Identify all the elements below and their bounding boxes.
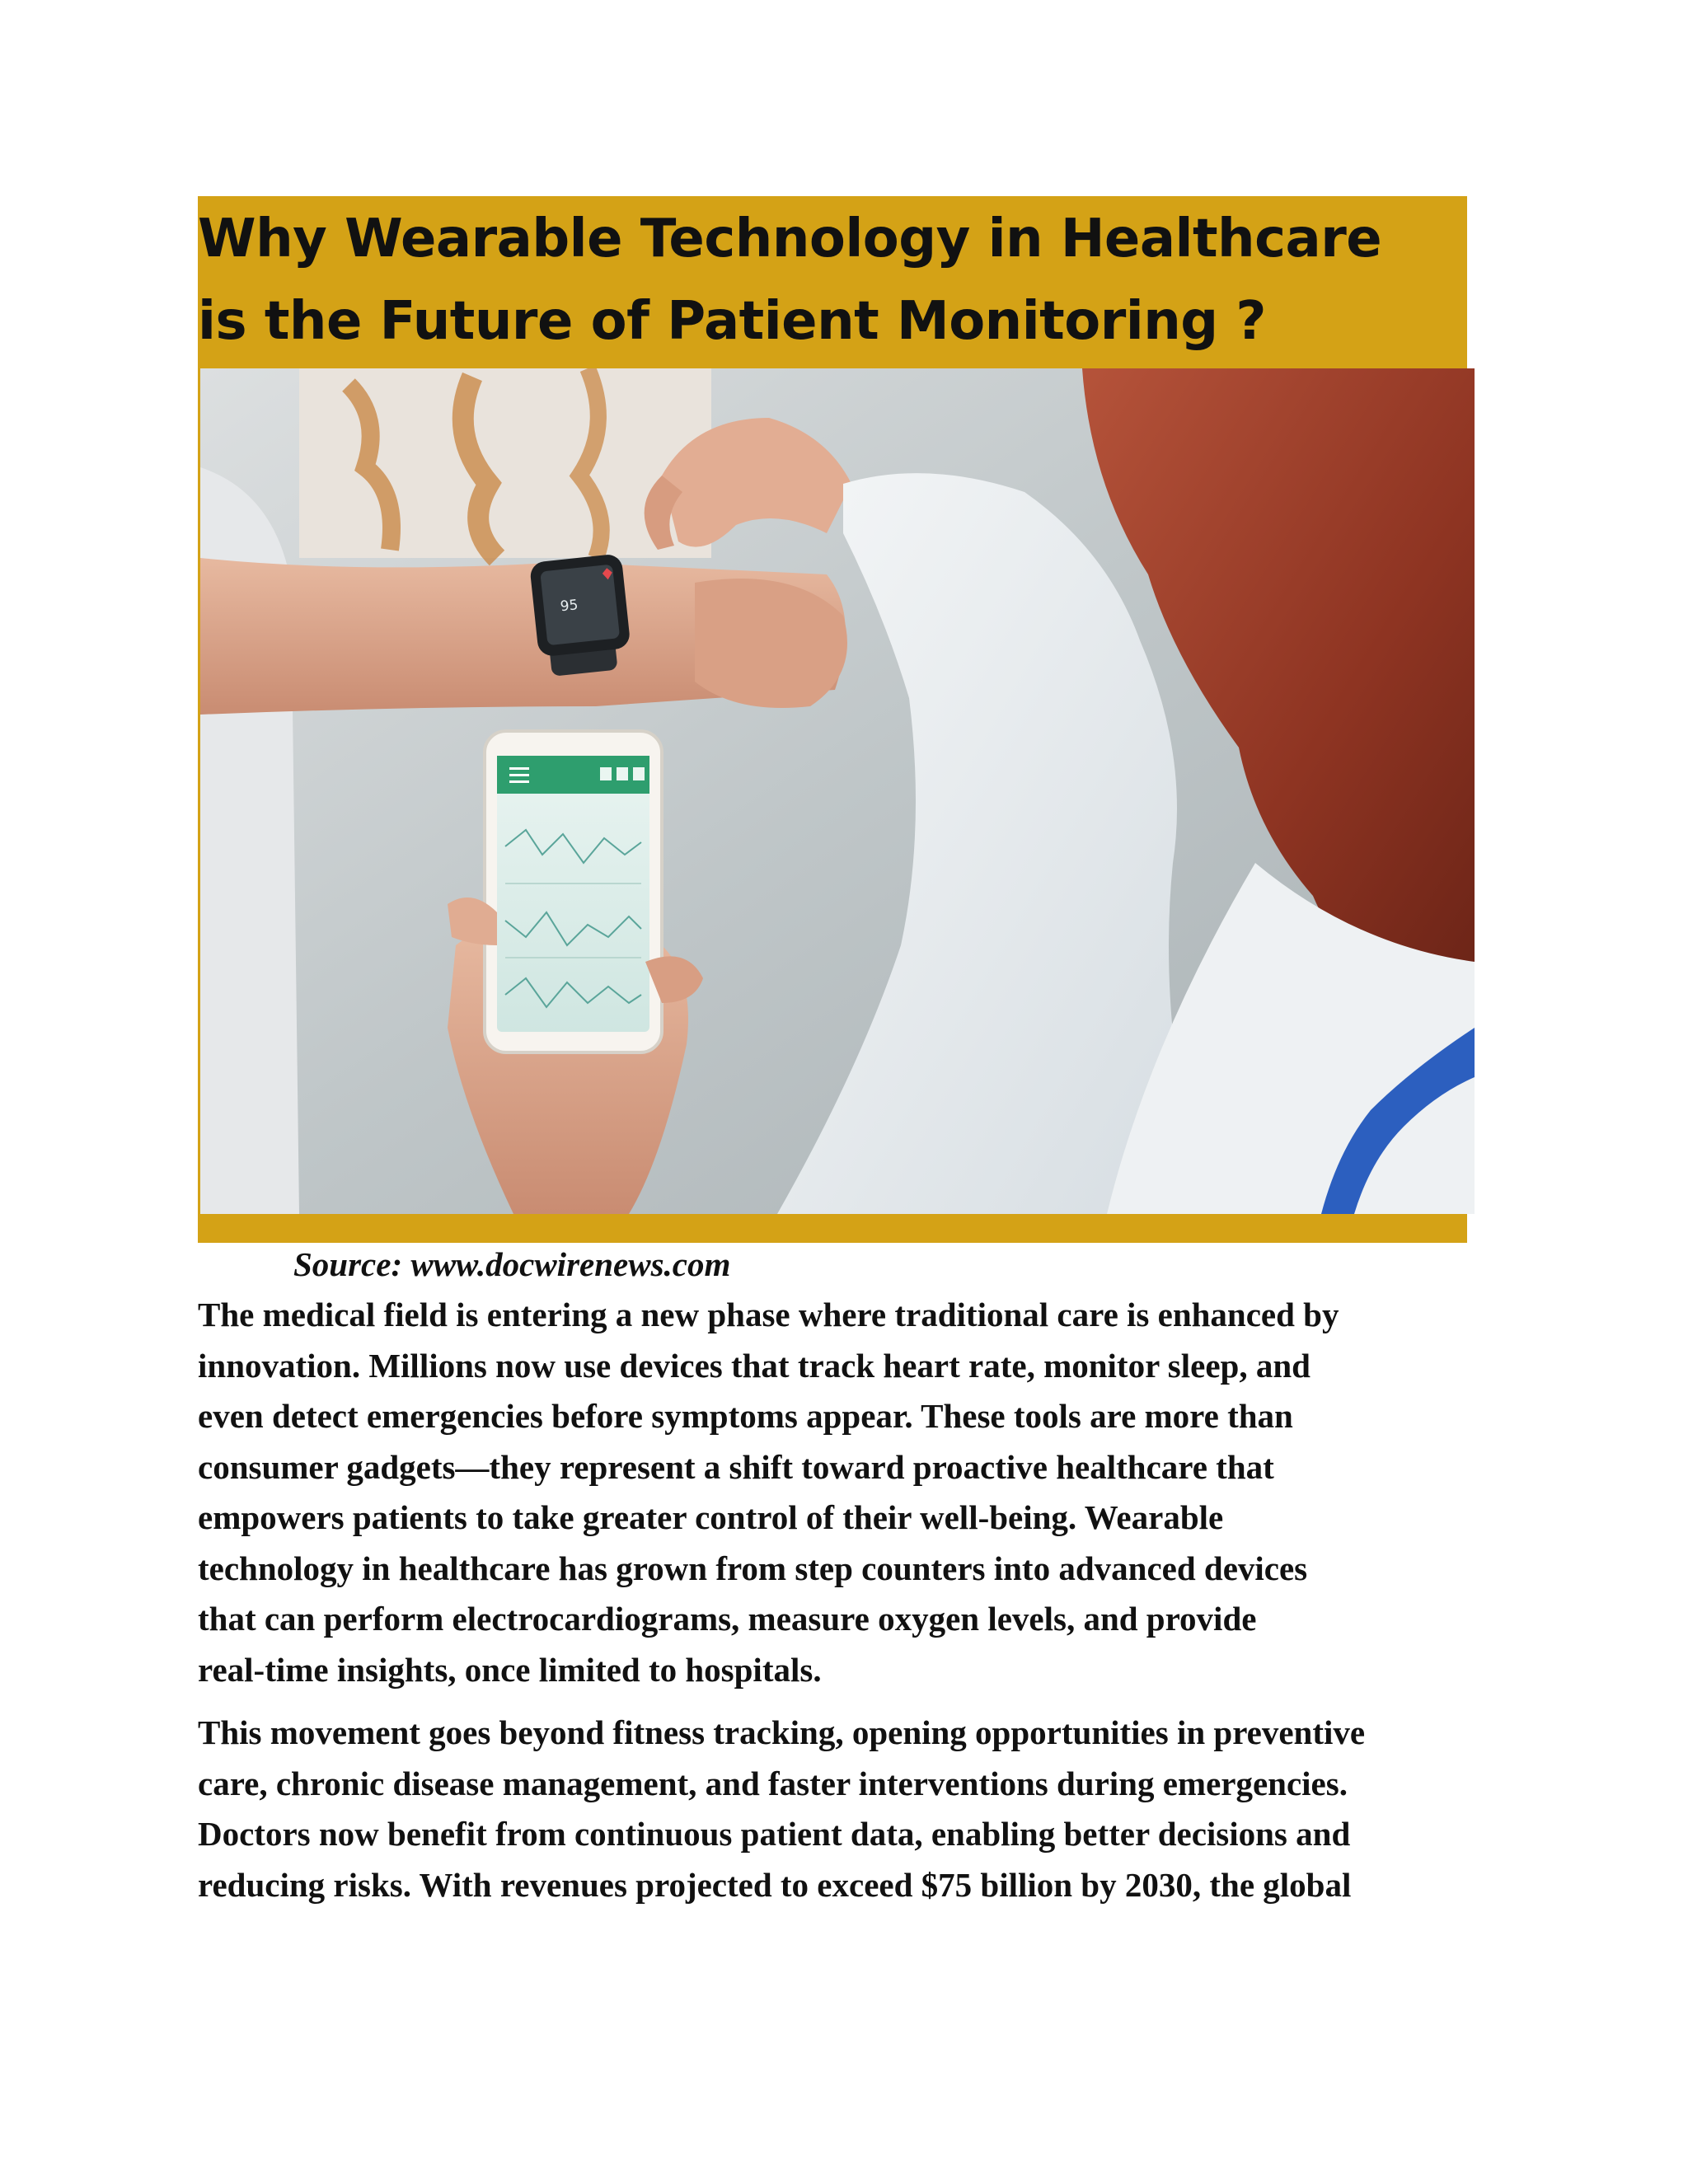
watch-reading: 95 <box>559 597 579 616</box>
paragraph-1-line: innovation. Millions now use devices that track heart rate, monitor sleep, and <box>198 1346 1311 1385</box>
paragraph-2-line: Doctors now benefit from continuous patient data, enabling better decisions and <box>198 1815 1351 1853</box>
paragraph-1 <box>198 1290 1484 1695</box>
paragraph-2-line: This movement goes beyond fitness tracking, opening opportunities in preventive <box>198 1713 1366 1751</box>
article-photo <box>200 368 1475 1214</box>
wearable-photo-illustration <box>200 368 1475 1214</box>
paragraph-1-line: technology in healthcare has grown from step counters into advanced devices <box>198 1549 1308 1587</box>
paragraph-1-line: The medical field is entering a new phase where traditional care is enhanced by <box>198 1296 1339 1333</box>
paragraph-2 <box>198 1708 1484 1910</box>
article-title <box>198 198 1484 363</box>
title-line-2: is the Future of Patient Monitoring ? <box>198 291 1266 352</box>
title-line-1: Why Wearable Technology in Healthcare <box>198 209 1382 269</box>
paragraph-2-line: reducing risks. With revenues projected to exceed $75 billion by 2030, the global <box>198 1865 1352 1904</box>
paragraph-1-line: consumer gadgets—they represent a shift toward proactive healthcare that <box>198 1447 1274 1486</box>
paragraph-1-line: empowers patients to take greater control of their well-being. Wearable <box>198 1498 1224 1536</box>
source-caption: Source: www.docwirenews.com <box>293 1245 731 1283</box>
paragraph-1-line: that can perform electrocardiograms, measure oxygen levels, and provide <box>198 1600 1257 1638</box>
paragraph-2-line: care, chronic disease management, and faster interventions during emergencies. <box>198 1764 1348 1802</box>
paragraph-1-line: even detect emergencies before symptoms appear. These tools are more than <box>198 1397 1293 1435</box>
paragraph-1-line: real-time insights, once limited to hospitals. <box>198 1650 822 1689</box>
